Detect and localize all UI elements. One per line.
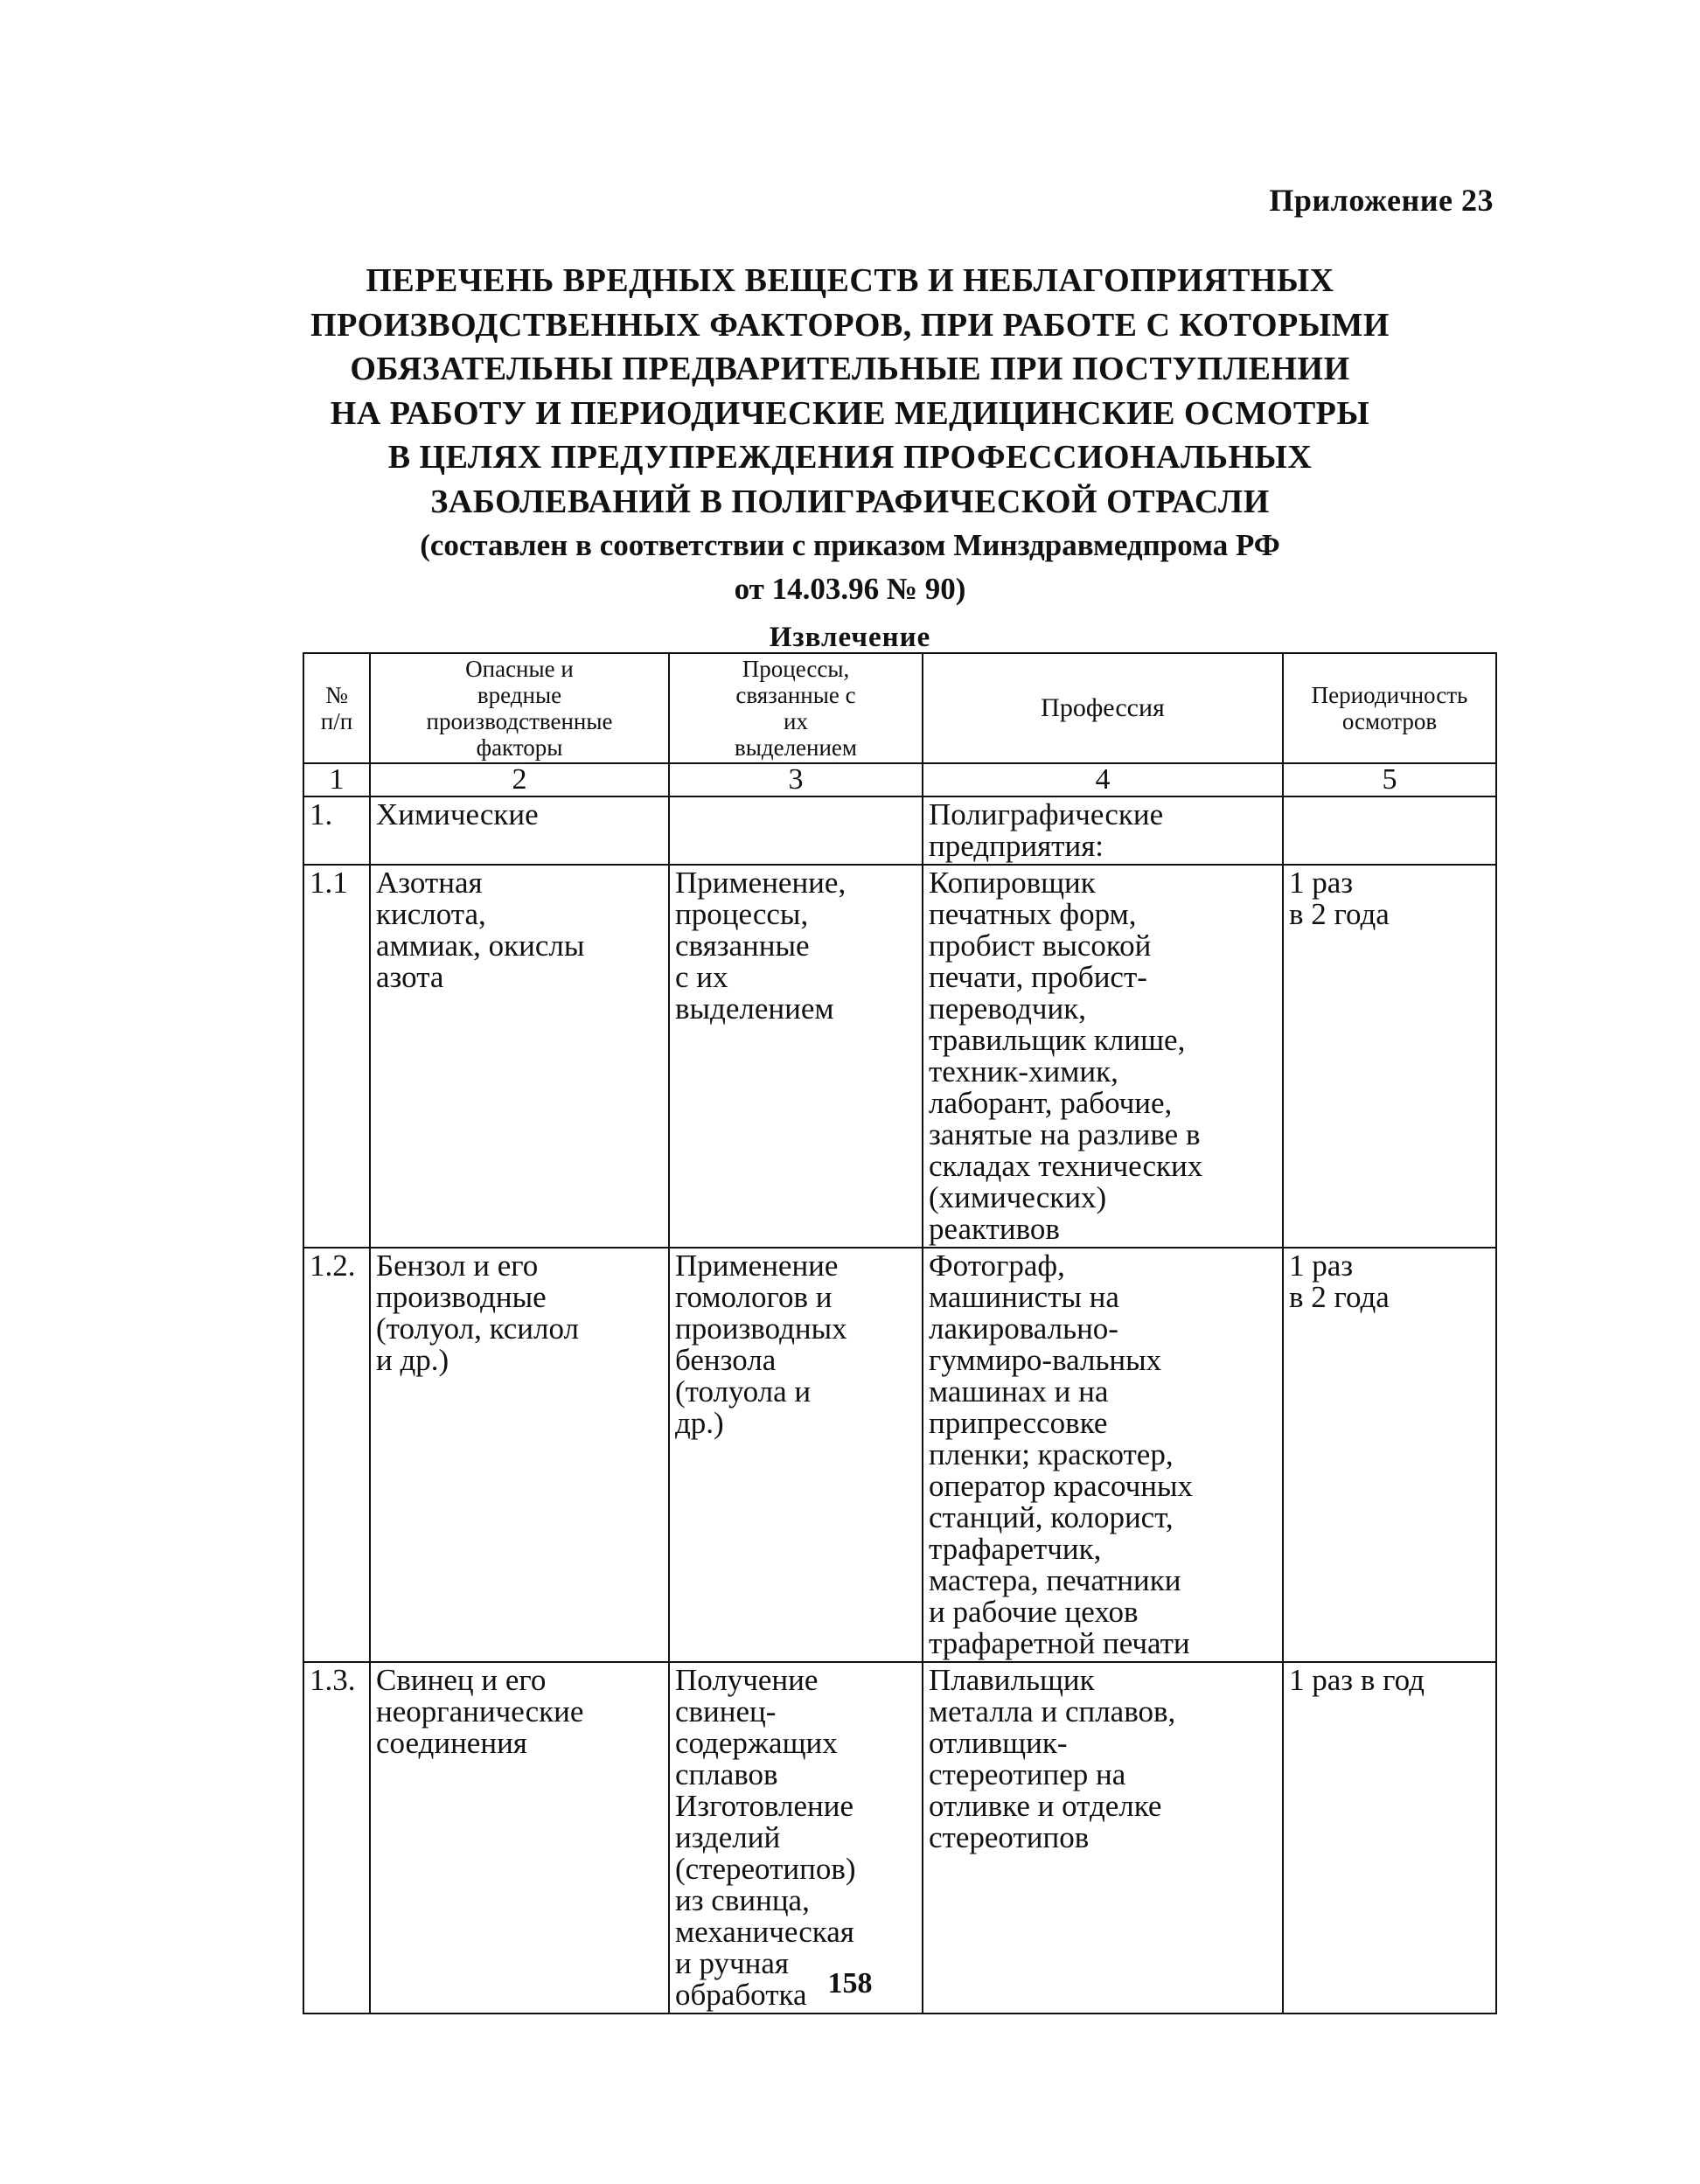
- header-profession: Профессия: [923, 653, 1283, 763]
- row-profession: Плавильщик металла и сплавов, отливщик- стереотипер на отливке и отделке стереотипов: [923, 1662, 1283, 2014]
- section-periodicity: [1283, 796, 1496, 865]
- section-factor: Химические: [370, 796, 669, 865]
- row-process: Применение гомологов и производных бензола (толуола и др.): [669, 1248, 923, 1662]
- table-row: [303, 1662, 1496, 2014]
- table-row: [303, 865, 1496, 1248]
- extract-label: Извлечение: [769, 622, 931, 653]
- column-number: 5: [1283, 763, 1496, 796]
- row-process: Получение свинец- содержащих сплавов Изготовление изделий (стереотипов) из свинца, механическая и ручная обработка: [669, 1662, 923, 2014]
- row-number: 1.3.: [303, 1662, 370, 2014]
- page-number: 158: [827, 1967, 873, 2000]
- section-profession: Полиграфические предприятия:: [923, 796, 1283, 865]
- section-process: [669, 796, 923, 865]
- title-line-4: НА РАБОТУ И ПЕРИОДИЧЕСКИЕ МЕДИЦИНСКИЕ ОСМОТРЫ: [330, 394, 1370, 432]
- table-header-row: [303, 653, 1496, 763]
- row-number: 1.2.: [303, 1248, 370, 1662]
- row-factor: Свинец и его неорганические соединения: [370, 1662, 669, 2014]
- header-periodicity: Периодичность осмотров: [1283, 653, 1496, 763]
- title-line-2: ПРОИЗВОДСТВЕННЫХ ФАКТОРОВ, ПРИ РАБОТЕ С КОТОРЫМИ: [310, 306, 1390, 344]
- row-profession: Копировщик печатных форм, пробист высокой печати, пробист- переводчик, травильщик клише, техник-химик, лаборант, рабочие, занятые на разливе в складах технических (химических) реактивов: [923, 865, 1283, 1248]
- column-number: 3: [669, 763, 923, 796]
- column-number: 4: [923, 763, 1283, 796]
- table-row: [303, 1248, 1496, 1662]
- title-line-5: В ЦЕЛЯХ ПРЕДУПРЕЖДЕНИЯ ПРОФЕССИОНАЛЬНЫХ: [387, 439, 1313, 476]
- row-profession: Фотограф, машинисты на лакировально- гуммиро-вальных машинах и на припрессовке пленки; краскотер, оператор красочных станций, колорист, трафаретчик, мастера, печатники и рабочие цехов трафаретной печати: [923, 1248, 1283, 1662]
- document-title: [0, 259, 1700, 657]
- appendix-label: Приложение 23: [1269, 183, 1494, 218]
- header-factors: Опасные и вредные производственные факторы: [370, 653, 669, 763]
- title-line-1: ПЕРЕЧЕНЬ ВРЕДНЫХ ВЕЩЕСТВ И НЕБЛАГОПРИЯТНЫХ: [366, 262, 1334, 299]
- row-factor: Азотная кислота, аммиак, окислы азота: [370, 865, 669, 1248]
- row-factor: Бензол и его производные (толуол, ксилол и др.): [370, 1248, 669, 1662]
- column-number: 1: [303, 763, 370, 796]
- hazard-table: [303, 652, 1497, 2014]
- row-periodicity: 1 раз в 2 года: [1283, 1248, 1496, 1662]
- row-number: 1.1: [303, 865, 370, 1248]
- section-number: 1.: [303, 796, 370, 865]
- column-number-row: [303, 763, 1496, 796]
- column-number: 2: [370, 763, 669, 796]
- header-processes: Процессы, связанные с их выделением: [669, 653, 923, 763]
- header-number: № п/п: [303, 653, 370, 763]
- row-periodicity: 1 раз в год: [1283, 1662, 1496, 2014]
- row-process: Применение, процессы, связанные с их выделением: [669, 865, 923, 1248]
- section-row: [303, 796, 1496, 865]
- title-line-3: ОБЯЗАТЕЛЬНЫ ПРЕДВАРИТЕЛЬНЫЕ ПРИ ПОСТУПЛЕНИИ: [350, 351, 1350, 387]
- subtitle-line-2: от 14.03.96 № 90): [734, 572, 966, 606]
- title-line-6: ЗАБОЛЕВАНИЙ В ПОЛИГРАФИЧЕСКОЙ ОТРАСЛИ: [430, 483, 1270, 520]
- subtitle-line-1: (составлен в соответствии с приказом Минздравмедпрома РФ: [420, 528, 1280, 562]
- row-periodicity: 1 раз в 2 года: [1283, 865, 1496, 1248]
